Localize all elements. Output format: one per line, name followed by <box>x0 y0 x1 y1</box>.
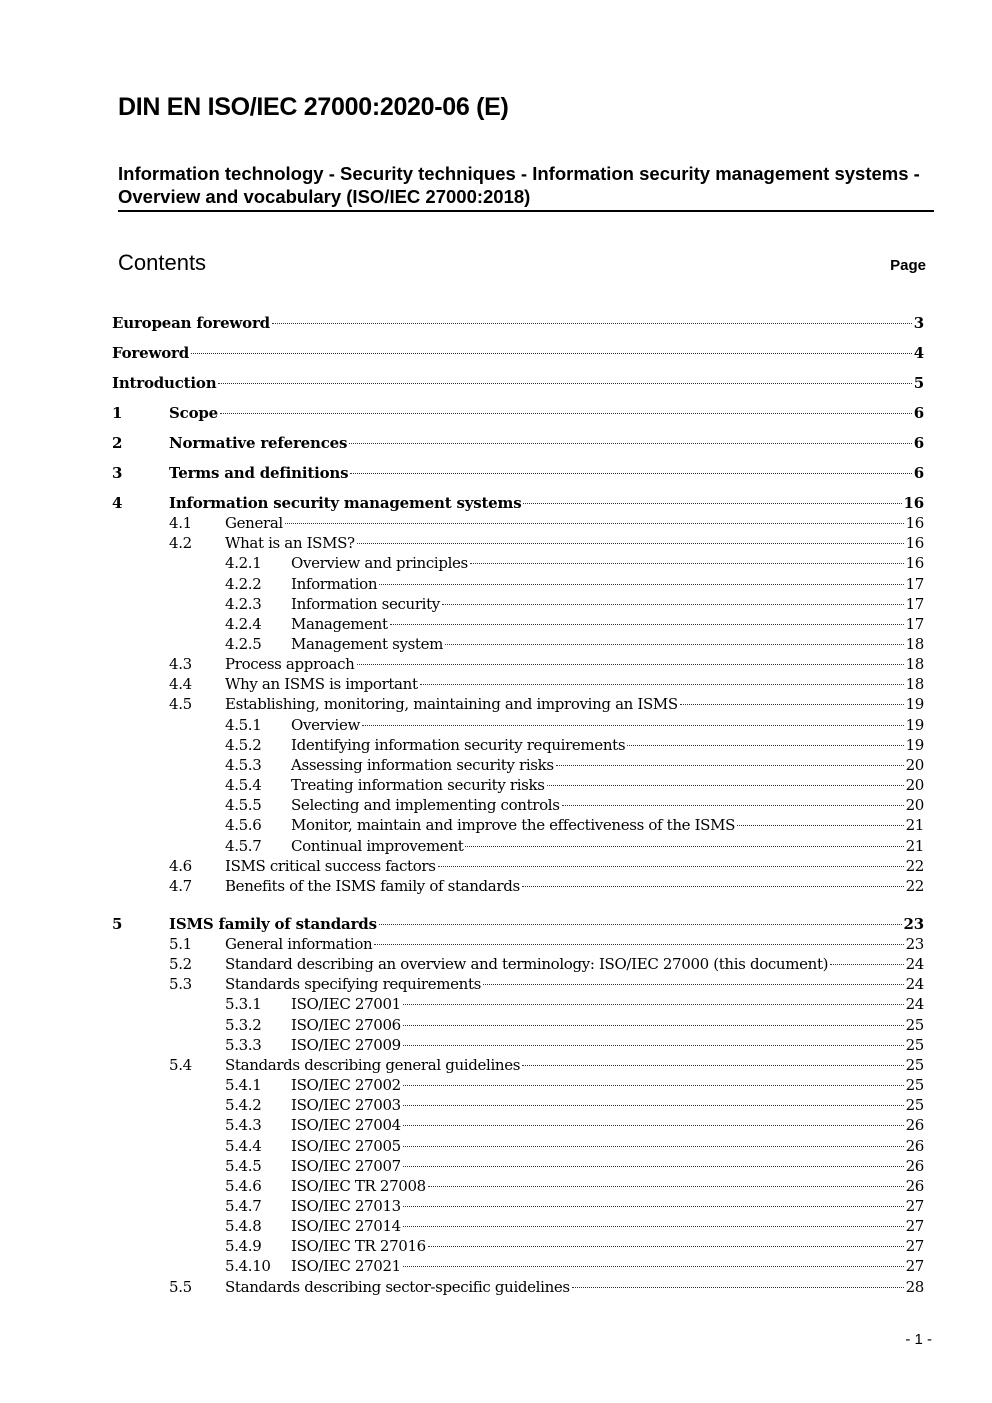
toc-dot-leader <box>357 664 904 665</box>
toc-entry[interactable] <box>169 876 924 896</box>
toc-dot-leader <box>403 1125 904 1126</box>
toc-dot-leader <box>272 323 912 324</box>
toc-entry-title: Information <box>291 575 378 593</box>
toc-dot-leader <box>428 1186 904 1187</box>
toc-dot-leader <box>522 1065 904 1066</box>
toc-entry[interactable] <box>112 343 924 363</box>
toc-entry-page: 28 <box>905 1278 924 1296</box>
toc-entry-title: Standards describing sector-specific guidelines <box>225 1278 570 1296</box>
toc-entry-page: 21 <box>905 837 924 855</box>
toc-entry-title: ISO/IEC 27014 <box>291 1217 401 1235</box>
toc-entry-title: Establishing, monitoring, maintaining and improving an ISMS <box>225 695 678 713</box>
toc-entry[interactable] <box>225 994 924 1014</box>
toc-entry-page: 21 <box>905 816 924 834</box>
toc-entry[interactable] <box>225 1075 924 1095</box>
toc-entry-number: 4.2.3 <box>225 595 262 613</box>
toc-entry-number: 5 <box>112 915 123 933</box>
toc-entry[interactable] <box>169 934 924 954</box>
toc-entry-page: 23 <box>903 915 924 933</box>
toc-entry-number: 4.6 <box>169 857 192 875</box>
toc-entry-title: Standards describing general guidelines <box>225 1056 521 1074</box>
toc-dot-leader <box>442 604 904 605</box>
toc-entry-title: ISO/IEC TR 27016 <box>291 1237 426 1255</box>
toc-entry-title: ISMS family of standards <box>169 915 377 933</box>
toc-dot-leader <box>483 984 904 985</box>
toc-dot-leader <box>379 924 902 925</box>
toc-entry-page: 19 <box>905 736 924 754</box>
toc-entry-page: 16 <box>905 514 924 532</box>
toc-entry-page: 17 <box>905 615 924 633</box>
toc-entry-title: ISO/IEC 27006 <box>291 1016 401 1034</box>
toc-entry[interactable] <box>112 914 924 934</box>
toc-entry-title: Foreword <box>112 344 189 362</box>
toc-dot-leader <box>403 1025 904 1026</box>
toc-entry-title: Treating information security risks <box>291 776 545 794</box>
toc-dot-leader <box>438 866 904 867</box>
toc-entry[interactable] <box>225 735 924 755</box>
toc-entry-number: 4.3 <box>169 655 192 673</box>
toc-entry-number: 4.5.1 <box>225 716 262 734</box>
toc-dot-leader <box>285 523 904 524</box>
toc-entry-number: 5.4 <box>169 1056 192 1074</box>
toc-dot-leader <box>349 443 912 444</box>
toc-entry-title: European foreword <box>112 314 270 332</box>
toc-entry[interactable] <box>169 513 924 533</box>
toc-entry-number: 4.1 <box>169 514 192 532</box>
toc-entry[interactable] <box>225 1015 924 1035</box>
toc-dot-leader <box>403 1226 904 1227</box>
toc-entry-page: 18 <box>905 635 924 653</box>
toc-entry-title: Identifying information security requirements <box>291 736 626 754</box>
toc-dot-leader <box>522 886 904 887</box>
toc-entry-title: Management system <box>291 635 443 653</box>
toc-entry-page: 25 <box>905 1076 924 1094</box>
toc-entry-page: 16 <box>905 554 924 572</box>
page-column-heading: Page <box>890 257 926 274</box>
toc-entry-title: Benefits of the ISMS family of standards <box>225 877 520 895</box>
toc-entry-number: 5.5 <box>169 1278 192 1296</box>
toc-entry-title: Continual improvement <box>291 837 464 855</box>
toc-entry-number: 4.2.1 <box>225 554 262 572</box>
toc-entry-title: Assessing information security risks <box>291 756 554 774</box>
toc-entry[interactable] <box>225 775 924 795</box>
toc-entry-title: Standard describing an overview and terminology: ISO/IEC 27000 (this document) <box>225 955 829 973</box>
toc-entry-page: 24 <box>905 995 924 1013</box>
toc-entry-page: 18 <box>905 675 924 693</box>
toc-entry-title: Scope <box>169 404 219 422</box>
toc-entry[interactable] <box>112 493 924 513</box>
toc-dot-leader <box>627 745 903 746</box>
toc-dot-leader <box>403 1105 904 1106</box>
toc-entry[interactable] <box>225 1035 924 1055</box>
toc-dot-leader <box>428 1246 904 1247</box>
toc-entry-title: Selecting and implementing controls <box>291 796 560 814</box>
toc-entry-page: 5 <box>913 374 924 392</box>
toc-entry-title: Overview and principles <box>291 554 468 572</box>
toc-entry-title: ISO/IEC 27007 <box>291 1157 401 1175</box>
toc-entry-number: 5.4.7 <box>225 1197 262 1215</box>
toc-entry-number: 4.2 <box>169 534 192 552</box>
toc-entry-number: 4.5.4 <box>225 776 262 794</box>
toc-entry-number: 1 <box>112 404 123 422</box>
toc-entry[interactable] <box>225 836 924 856</box>
toc-entry-page: 22 <box>905 857 924 875</box>
toc-entry[interactable] <box>225 1156 924 1176</box>
toc-entry[interactable] <box>169 1277 924 1297</box>
toc-entry-page: 22 <box>905 877 924 895</box>
toc-entry-number: 5.3.2 <box>225 1016 262 1034</box>
toc-dot-leader <box>218 383 911 384</box>
toc-entry-title: ISO/IEC 27021 <box>291 1257 401 1275</box>
toc-entry-number: 5.3.1 <box>225 995 262 1013</box>
toc-entry[interactable] <box>225 1236 924 1256</box>
toc-entry[interactable] <box>225 755 924 775</box>
toc-dot-leader <box>374 944 903 945</box>
toc-entry-page: 17 <box>905 575 924 593</box>
toc-entry-title: ISO/IEC 27002 <box>291 1076 401 1094</box>
toc-dot-leader <box>403 1085 904 1086</box>
toc-dot-leader <box>403 1266 904 1267</box>
toc-entry-title: Management <box>291 615 388 633</box>
toc-entry-number: 4 <box>112 494 123 512</box>
toc-entry-page: 17 <box>905 595 924 613</box>
toc-dot-leader <box>420 684 904 685</box>
toc-entry[interactable] <box>169 654 924 674</box>
toc-entry-number: 5.4.5 <box>225 1157 262 1175</box>
toc-entry-title: General information <box>225 935 373 953</box>
toc-entry-title: Normative references <box>169 434 348 452</box>
toc-entry[interactable] <box>112 313 924 333</box>
toc-entry-page: 25 <box>905 1056 924 1074</box>
toc-dot-leader <box>830 964 903 965</box>
toc-dot-leader <box>470 563 904 564</box>
toc-entry-number: 3 <box>112 464 123 482</box>
toc-entry[interactable] <box>225 1196 924 1216</box>
toc-entry-page: 19 <box>905 695 924 713</box>
toc-entry-number: 5.4.4 <box>225 1137 262 1155</box>
toc-entry-number: 2 <box>112 434 123 452</box>
toc-entry[interactable] <box>112 463 924 483</box>
toc-entry[interactable] <box>169 674 924 694</box>
toc-entry-number: 5.4.10 <box>225 1257 271 1275</box>
toc-entry-number: 5.4.9 <box>225 1237 262 1255</box>
toc-entry-number: 5.3.3 <box>225 1036 262 1054</box>
toc-entry-page: 6 <box>913 464 924 482</box>
toc-entry-title: ISMS critical success factors <box>225 857 436 875</box>
toc-dot-leader <box>350 473 911 474</box>
toc-entry-number: 4.5.6 <box>225 816 262 834</box>
toc-entry-number: 4.5.3 <box>225 756 262 774</box>
toc-entry-title: What is an ISMS? <box>225 534 355 552</box>
toc-dot-leader <box>379 584 903 585</box>
toc-entry[interactable] <box>169 1055 924 1075</box>
toc-entry[interactable] <box>225 1256 924 1276</box>
toc-entry-title: ISO/IEC 27005 <box>291 1137 401 1155</box>
toc-entry-number: 4.5 <box>169 695 192 713</box>
toc-entry-page: 24 <box>905 955 924 973</box>
toc-entry[interactable] <box>225 574 924 594</box>
toc-dot-leader <box>737 825 904 826</box>
toc-entry-title: Standards specifying requirements <box>225 975 482 993</box>
toc-entry[interactable] <box>225 795 924 815</box>
toc-entry-number: 5.4.3 <box>225 1116 262 1134</box>
toc-entry[interactable] <box>225 1176 924 1196</box>
toc-entry[interactable] <box>169 694 924 714</box>
toc-entry[interactable] <box>225 1136 924 1156</box>
toc-entry[interactable] <box>225 594 924 614</box>
toc-entry-title: ISO/IEC TR 27008 <box>291 1177 426 1195</box>
toc-entry[interactable] <box>225 614 924 634</box>
toc-entry-number: 4.2.5 <box>225 635 262 653</box>
toc-entry-title: Why an ISMS is important <box>225 675 418 693</box>
toc-entry[interactable] <box>225 715 924 735</box>
toc-entry-number: 4.7 <box>169 877 192 895</box>
toc-entry-page: 24 <box>905 975 924 993</box>
toc-entry-number: 5.4.6 <box>225 1177 262 1195</box>
toc-dot-leader <box>403 1166 904 1167</box>
toc-entry[interactable] <box>169 533 924 553</box>
toc-entry[interactable] <box>112 373 924 393</box>
toc-entry-page: 6 <box>913 404 924 422</box>
toc-entry-number: 4.5.7 <box>225 837 262 855</box>
toc-dot-leader <box>556 765 904 766</box>
toc-dot-leader <box>403 1045 904 1046</box>
toc-dot-leader <box>191 353 912 354</box>
contents-heading: Contents <box>118 250 207 275</box>
toc-entry-page: 27 <box>905 1257 924 1275</box>
toc-entry[interactable] <box>225 634 924 654</box>
toc-dot-leader <box>572 1287 904 1288</box>
toc-dot-leader <box>445 644 904 645</box>
toc-entry-title: Process approach <box>225 655 355 673</box>
toc-dot-leader <box>357 543 904 544</box>
toc-entry-page: 16 <box>903 494 924 512</box>
toc-entry-number: 4.4 <box>169 675 192 693</box>
toc-entry-page: 27 <box>905 1197 924 1215</box>
toc-dot-leader <box>390 624 904 625</box>
toc-entry-page: 26 <box>905 1116 924 1134</box>
toc-entry-page: 27 <box>905 1217 924 1235</box>
toc-entry-title: General <box>225 514 283 532</box>
toc-entry[interactable] <box>112 433 924 453</box>
toc-entry[interactable] <box>169 974 924 994</box>
toc-entry-number: 5.2 <box>169 955 192 973</box>
toc-entry-title: ISO/IEC 27009 <box>291 1036 401 1054</box>
document-title: DIN EN ISO/IEC 27000:2020-06 (E) <box>118 93 509 121</box>
toc-entry-page: 27 <box>905 1237 924 1255</box>
toc-entry[interactable] <box>225 1095 924 1115</box>
toc-entry[interactable] <box>225 553 924 573</box>
toc-entry-title: ISO/IEC 27001 <box>291 995 401 1013</box>
toc-entry[interactable] <box>225 815 924 835</box>
toc-entry-page: 19 <box>905 716 924 734</box>
toc-entry-title: Information security management systems <box>169 494 522 512</box>
toc-entry-title: Introduction <box>112 374 217 392</box>
toc-entry-page: 16 <box>905 534 924 552</box>
toc-entry-number: 5.4.8 <box>225 1217 262 1235</box>
toc-dot-leader <box>523 503 901 504</box>
toc-entry-page: 26 <box>905 1137 924 1155</box>
page-number: - 1 - <box>905 1331 932 1348</box>
toc-entry[interactable] <box>225 1216 924 1236</box>
toc-entry-number: 5.1 <box>169 935 192 953</box>
toc-entry-number: 5.3 <box>169 975 192 993</box>
toc-entry-page: 25 <box>905 1096 924 1114</box>
toc-dot-leader <box>403 1206 904 1207</box>
toc-entry-title: ISO/IEC 27004 <box>291 1116 401 1134</box>
toc-entry-title: Information security <box>291 595 440 613</box>
toc-entry-page: 18 <box>905 655 924 673</box>
toc-entry-page: 25 <box>905 1016 924 1034</box>
toc-entry-number: 5.4.2 <box>225 1096 262 1114</box>
toc-entry-page: 20 <box>905 776 924 794</box>
toc-entry-title: ISO/IEC 27013 <box>291 1197 401 1215</box>
toc-entry-page: 4 <box>913 344 924 362</box>
toc-entry-page: 20 <box>905 796 924 814</box>
toc-entry-page: 20 <box>905 756 924 774</box>
toc-entry-page: 23 <box>905 935 924 953</box>
toc-entry[interactable] <box>169 954 924 974</box>
toc-dot-leader <box>403 1004 904 1005</box>
toc-dot-leader <box>362 725 904 726</box>
toc-dot-leader <box>680 704 904 705</box>
toc-entry-page: 3 <box>913 314 924 332</box>
toc-dot-leader <box>465 846 903 847</box>
toc-entry-title: Terms and definitions <box>169 464 349 482</box>
toc-entry-page: 25 <box>905 1036 924 1054</box>
toc-dot-leader <box>220 413 912 414</box>
toc-entry-title: ISO/IEC 27003 <box>291 1096 401 1114</box>
toc-entry-number: 5.4.1 <box>225 1076 262 1094</box>
toc-entry-number: 4.5.5 <box>225 796 262 814</box>
toc-dot-leader <box>403 1146 904 1147</box>
toc-entry-number: 4.2.4 <box>225 615 262 633</box>
toc-entry-page: 6 <box>913 434 924 452</box>
toc-entry-title: Monitor, maintain and improve the effectiveness of the ISMS <box>291 816 736 834</box>
toc-entry[interactable] <box>225 1115 924 1135</box>
document-subtitle: Information technology - Security techniques - Information security management systems - Overview and vocabulary (ISO/IEC 27000:2018) <box>118 163 920 207</box>
toc-entry-number: 4.5.2 <box>225 736 262 754</box>
toc-entry-page: 26 <box>905 1177 924 1195</box>
toc-entry-title: Overview <box>291 716 361 734</box>
toc-dot-leader <box>547 785 904 786</box>
toc-dot-leader <box>562 805 904 806</box>
toc-entry[interactable] <box>169 856 924 876</box>
toc-entry-number: 4.2.2 <box>225 575 262 593</box>
toc-entry-page: 26 <box>905 1157 924 1175</box>
toc-entry[interactable] <box>112 403 924 423</box>
